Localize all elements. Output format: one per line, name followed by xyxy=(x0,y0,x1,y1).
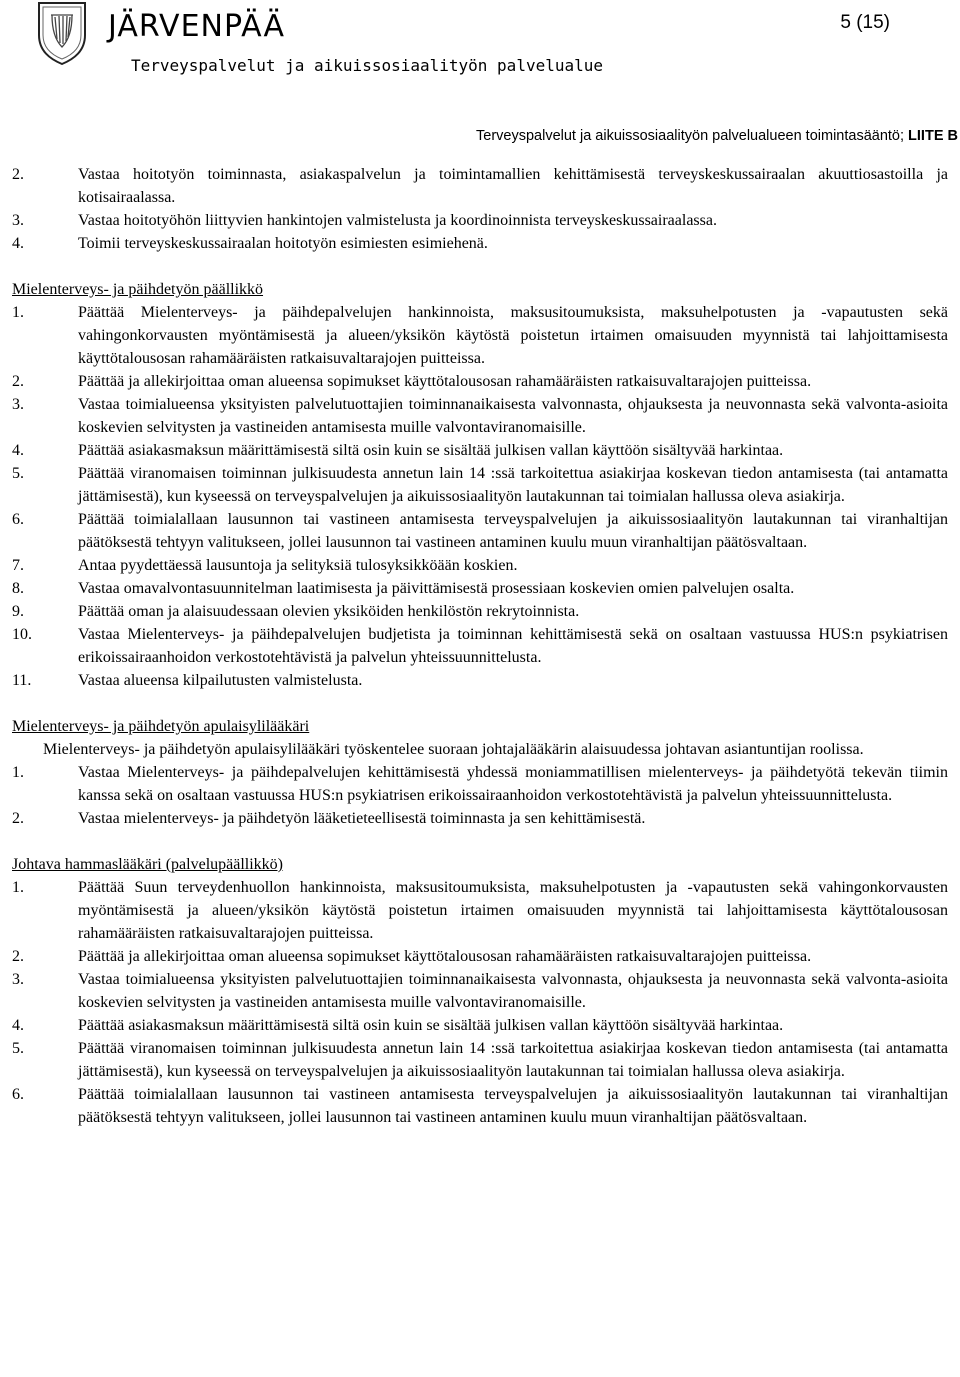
item-text: Antaa pyydettäessä lausuntoja ja selityksiä tulosyksikköään koskien. xyxy=(78,557,518,574)
item-number: 2. xyxy=(12,373,24,390)
item-text: Päättää viranomaisen toiminnan julkisuudesta annetun lain 14 :ssä tarkoitettua asiakirjaa koskevan tiedon antamisesta (tai antamatta jättämisestä), kun kyseessä on terveyspalvelujen ja aikuissosiaalityön lautakunnan tai toimialan hallussa oleva asiakirja. xyxy=(78,1040,948,1080)
item-text: Päättää Mielenterveys- ja päihdepalvelujen hankinnoista, maksusitoumuksista, maksuhelpotusten ja -vapautusten sekä vahingonkorvausten myöntämisestä ja alueen/yksikön käytöstä poistetun irtaimen omaisuuden myynnistä tai lahjoittamisesta käyttötalousosan rahamääräisten ratkaisuvaltarajojen puitteissa. xyxy=(78,304,948,367)
item-number: 1. xyxy=(12,304,24,321)
item-number: 4. xyxy=(12,1017,24,1034)
section-list xyxy=(12,761,948,830)
item-text: Vastaa hoitotyön toiminnasta, asiakaspalvelun ja toimintamallien kehittämisestä terveyskeskussairaalan akuuttiosastoilla ja kotisairaalassa. xyxy=(78,166,948,206)
item-text: Vastaa hoitotyöhön liittyvien hankintojen valmistelusta ja koordinoinnista terveyskeskussairaalassa. xyxy=(78,212,717,229)
list-item xyxy=(12,163,948,209)
section-intro: Mielenterveys- ja päihdetyön apulaisylilääkäri työskentelee suoraan johtajalääkärin alaisuudessa johtavan asiantuntijan roolissa. xyxy=(43,741,864,758)
section-heading: Mielenterveys- ja päihdetyön apulaisylilääkäri xyxy=(12,718,310,735)
section-heading: Johtava hammaslääkäri (palvelupäällikkö) xyxy=(12,856,284,873)
item-text: Vastaa toimialueensa yksityisten palvelutuottajien toiminnanaikaisesta valvonnasta, ohjauksesta ja neuvonnasta sekä valvonta-asioita koskevien selvitysten ja vastineiden antamisesta muille valvontaviranomaisille. xyxy=(78,396,948,436)
item-number: 8. xyxy=(12,580,24,597)
item-number: 1. xyxy=(12,764,24,781)
brand-name: JÄRVENPÄÄ xyxy=(108,9,286,44)
list-item xyxy=(12,209,948,232)
item-text: Päättää oman ja alaisuudessaan olevien yksiköiden henkilöstön rekrytoinnista. xyxy=(78,603,580,620)
item-text: Vastaa mielenterveys- ja päihdetyön lääketieteellisestä toiminnasta ja sen kehittämisestä. xyxy=(78,810,646,827)
list-item xyxy=(12,301,948,370)
item-text: Päättää viranomaisen toiminnan julkisuudesta annetun lain 14 :ssä tarkoitettua asiakirjaa koskevan tiedon antamisesta (tai antamatta jättämisestä), kun kyseessä on terveyspalvelujen ja aikuissosiaalityön lautakunnan tai toimialan hallussa oleva asiakirja. xyxy=(78,465,948,505)
attachment-label: LIITE B xyxy=(908,128,958,144)
list-item xyxy=(12,600,948,623)
list-item xyxy=(12,1083,948,1129)
item-number: 3. xyxy=(12,971,24,988)
item-text: Vastaa Mielenterveys- ja päihdepalvelujen kehittämisestä yhdessä moniammatillisen mielenterveys- ja päihdetyötä tekevän tiimin kanssa sekä on osaltaan vastuussa HUS:n psykiatrisen erikoissairaanhoidon verkostotehtävistä ja palvelun yhteissuunnittelusta. xyxy=(78,764,948,804)
item-number: 3. xyxy=(12,396,24,413)
item-number: 11. xyxy=(12,672,32,689)
item-text: Päättää toimialallaan lausunnon tai vastineen antamisesta terveyspalvelujen ja aikuissosiaalityön lautakunnan tai viranhaltijan päätöksestä tehtyyn valitukseen, jollei lausunnon tai vastineen antaminen kuulu muun viranhaltijan päätösvaltaan. xyxy=(78,1086,948,1126)
item-number: 2. xyxy=(12,810,24,827)
item-text: Päättää asiakasmaksun määrittämisestä siltä osin kuin se sisältää julkisen vallan käyttöön sisältyvää harkintaa. xyxy=(78,442,784,459)
list-item xyxy=(12,554,948,577)
item-number: 5. xyxy=(12,1040,24,1057)
item-number: 1. xyxy=(12,879,24,896)
item-text: Päättää ja allekirjoittaa oman alueensa sopimukset käyttötalousosan rahamääräisten ratkaisuvaltarajojen puitteissa. xyxy=(78,373,812,390)
section-heading: Mielenterveys- ja päihdetyön päällikkö xyxy=(12,281,264,298)
list-item xyxy=(12,393,948,439)
item-text: Vastaa Mielenterveys- ja päihdepalvelujen budjetista ja toiminnan kehittämisestä sekä on osaltaan vastuussa HUS:n psykiatrisen erikoissairaanhoidon verkostotehtävistä ja palvelun yhteissuunnittelusta. xyxy=(78,626,948,666)
unit-name: Terveyspalvelut ja aikuissosiaalityön palvelualue xyxy=(131,56,604,75)
item-number: 6. xyxy=(12,511,24,528)
list-item xyxy=(12,876,948,945)
list-item xyxy=(12,370,948,393)
list-item xyxy=(12,669,948,692)
list-item xyxy=(12,761,948,807)
list-item xyxy=(12,968,948,1014)
document-body xyxy=(12,163,948,1129)
item-number: 10. xyxy=(12,626,32,643)
list-item xyxy=(12,508,948,554)
list-item xyxy=(12,577,948,600)
list-item xyxy=(12,1014,948,1037)
list-item xyxy=(12,462,948,508)
item-number: 6. xyxy=(12,1086,24,1103)
item-text: Päättää toimialallaan lausunnon tai vastineen antamisesta terveyspalvelujen ja aikuissosiaalityön lautakunnan tai viranhaltijan päätöksestä tehtyyn valitukseen, jollei lausunnon tai vastineen antaminen kuulu muun viranhaltijan päätösvaltaan. xyxy=(78,511,948,551)
item-number: 2. xyxy=(12,948,24,965)
item-number: 9. xyxy=(12,603,24,620)
intro-list xyxy=(12,163,948,255)
item-text: Toimii terveyskeskussairaalan hoitotyön esimiesten esimiehenä. xyxy=(78,235,488,252)
list-item xyxy=(12,945,948,968)
list-item xyxy=(12,807,948,830)
list-item xyxy=(12,623,948,669)
list-item xyxy=(12,439,948,462)
document-reference xyxy=(476,128,958,144)
item-text: Päättää asiakasmaksun määrittämisestä siltä osin kuin se sisältää julkisen vallan käyttöön sisältyvää harkintaa. xyxy=(78,1017,784,1034)
item-text: Päättää ja allekirjoittaa oman alueensa sopimukset käyttötalousosan rahamääräisten ratkaisuvaltarajojen puitteissa. xyxy=(78,948,812,965)
page-number: 5 (15) xyxy=(840,12,890,33)
item-number: 4. xyxy=(12,442,24,459)
document-reference-text: Terveyspalvelut ja aikuissosiaalityön palvelualueen toimintasääntö; xyxy=(476,128,905,144)
item-number: 3. xyxy=(12,212,24,229)
list-item xyxy=(12,232,948,255)
item-text: Päättää Suun terveydenhuollon hankinnoista, maksusitoumuksista, maksuhelpotusten ja -vapautusten sekä vahingonkorvausten myöntämisestä ja alueen/yksikön käytöstä poistetun irtaimen omaisuuden myynnistä tai lahjoittamisesta käyttötalousosan rahamääräisten ratkaisuvaltarajojen puitteissa. xyxy=(78,879,948,942)
item-number: 4. xyxy=(12,235,24,252)
item-text: Vastaa alueensa kilpailutusten valmistelusta. xyxy=(78,672,363,689)
item-text: Vastaa omavalvontasuunnitelman laatimisesta ja päivittämisestä prosessiaan koskevien omien palvelujen osalta. xyxy=(78,580,795,597)
item-text: Vastaa toimialueensa yksityisten palvelutuottajien toiminnanaikaisesta valvonnasta, ohjauksesta ja neuvonnasta sekä valvonta-asioita koskevien selvitysten ja vastineiden antamisesta muille valvontaviranomaisille. xyxy=(78,971,948,1011)
item-number: 2. xyxy=(12,166,24,183)
coat-of-arms-logo xyxy=(36,1,88,65)
item-number: 5. xyxy=(12,465,24,482)
section-list xyxy=(12,301,948,692)
list-item xyxy=(12,1037,948,1083)
item-number: 7. xyxy=(12,557,24,574)
section-list xyxy=(12,876,948,1129)
